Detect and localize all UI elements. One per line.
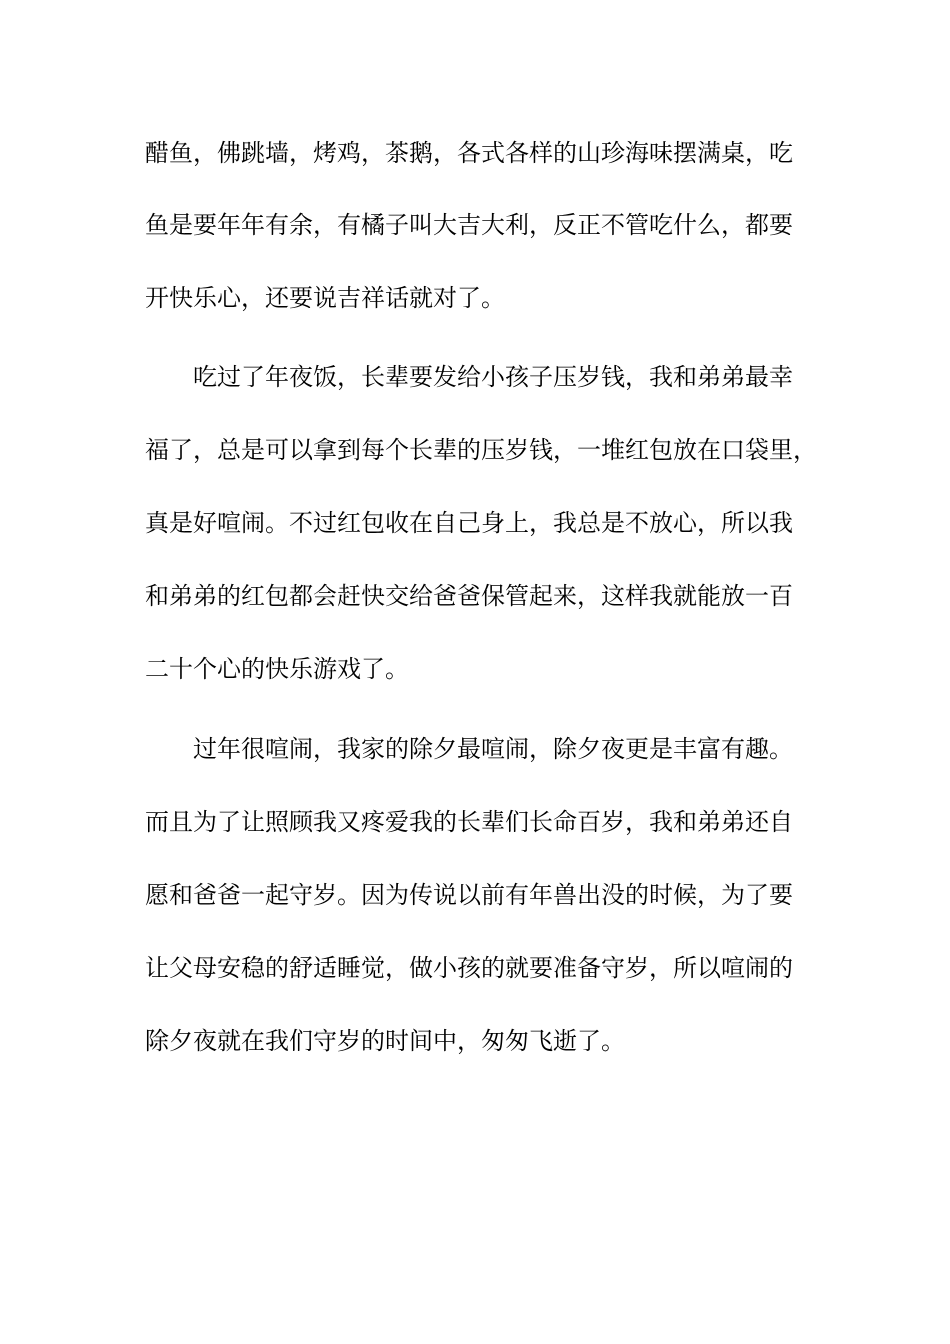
text-line: 二十个心的快乐游戏了。 xyxy=(145,655,409,683)
text-line: 愿和爸爸一起守岁。因为传说以前有年兽出没的时候，为了要 xyxy=(145,881,793,909)
text-line: 吃过了年夜饭，长辈要发给小孩子压岁钱，我和弟弟最幸 xyxy=(193,363,793,391)
text-line: 而且为了让照顾我又疼爱我的长辈们长命百岁，我和弟弟还自 xyxy=(145,808,793,836)
text-line: 真是好喧闹。不过红包收在自己身上，我总是不放心，所以我 xyxy=(145,509,793,537)
text-line: 过年很喧闹，我家的除夕最喧闹，除夕夜更是丰富有趣。 xyxy=(193,735,793,763)
text-line: 醋鱼，佛跳墙，烤鸡，茶鹅，各式各样的山珍海味摆满桌，吃 xyxy=(145,139,793,167)
text-line: 福了，总是可以拿到每个长辈的压岁钱，一堆红包放在口袋里， xyxy=(145,436,817,464)
text-line: 除夕夜就在我们守岁的时间中，匆匆飞逝了。 xyxy=(145,1027,625,1055)
text-line: 开快乐心，还要说吉祥话就对了。 xyxy=(145,284,505,312)
text-line: 鱼是要年年有余，有橘子叫大吉大利，反正不管吃什么，都要 xyxy=(145,211,793,239)
text-line: 让父母安稳的舒适睡觉，做小孩的就要准备守岁，所以喧闹的 xyxy=(145,954,793,982)
text-line: 和弟弟的红包都会赶快交给爸爸保管起来，这样我就能放一百 xyxy=(145,582,793,610)
